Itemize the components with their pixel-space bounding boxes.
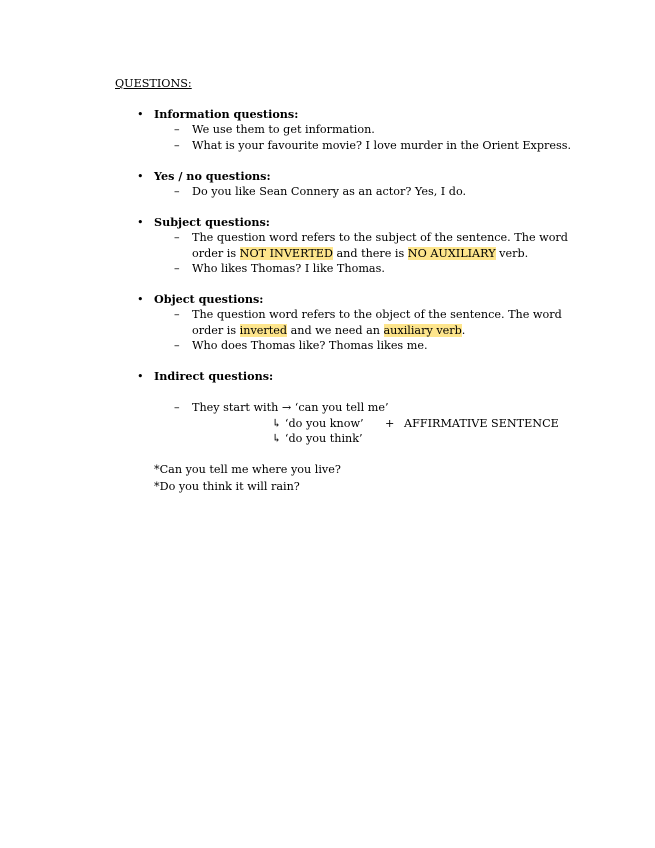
item-list <box>174 307 574 354</box>
section-heading: Object questions: <box>154 292 264 306</box>
list-item <box>174 138 574 154</box>
section-heading: Information questions: <box>154 107 299 121</box>
dash-marker: – <box>174 339 180 352</box>
plus-sign: + <box>385 417 395 430</box>
item-text: and there is <box>332 246 408 260</box>
dash-marker: – <box>174 308 180 321</box>
list-item <box>174 122 574 138</box>
dash-marker: – <box>174 185 180 198</box>
dash-marker: – <box>174 262 180 275</box>
item-text: Who does Thomas like? Thomas likes me. <box>192 339 428 352</box>
dash-marker: – <box>174 138 180 152</box>
list-item <box>174 261 574 277</box>
highlight-no-auxiliary: NO AUXILIARY <box>407 246 496 260</box>
affirmative-sentence-label: AFFIRMATIVE SENTENCE <box>404 417 559 430</box>
dash-marker: – <box>174 401 180 414</box>
indirect-sub-do-you-think: ↳ ‘do you think’ <box>272 432 363 445</box>
indirect-sub-do-you-know: ↳ ‘do you know’ <box>272 417 364 430</box>
item-text: The question word refers to the subject of the sentence. The word order is <box>192 231 568 260</box>
bullet-marker: • <box>137 293 144 306</box>
item-list <box>174 230 574 277</box>
section-heading: Subject questions: <box>154 215 270 229</box>
item-text: . <box>461 323 466 337</box>
item-text: Who likes Thomas? I like Thomas. <box>192 262 385 275</box>
example-sentence: *Do you think it will rain? <box>154 480 300 493</box>
highlight-inverted: inverted <box>239 323 288 337</box>
section-heading: Yes / no questions: <box>154 169 271 183</box>
dash-marker: – <box>174 231 180 244</box>
highlight-auxiliary-verb: auxiliary verb <box>383 323 462 337</box>
page-title: QUESTIONS: <box>115 77 192 90</box>
bullet-marker: • <box>137 370 144 383</box>
example-sentence: *Can you tell me where you live? <box>154 463 341 476</box>
list-item <box>174 307 574 338</box>
list-item <box>174 338 574 354</box>
item-text: Do you like Sean Connery as an actor? Yes, I do. <box>192 185 467 198</box>
list-item <box>174 184 574 200</box>
section-heading: Indirect questions: <box>154 369 274 383</box>
item-list <box>174 184 574 200</box>
item-text: We use them to get information. <box>192 123 375 136</box>
bullet-marker: • <box>137 108 144 121</box>
list-item <box>174 230 574 261</box>
item-list <box>174 122 574 153</box>
item-text: What is your favourite movie? I love murder in the Orient Express. <box>192 138 572 152</box>
item-text: verb. <box>495 246 529 260</box>
item-text: The question word refers to the object of the sentence. The word order is <box>192 308 562 337</box>
dash-marker: – <box>174 123 180 136</box>
item-text: and we need an <box>287 323 384 337</box>
bullet-marker: • <box>137 170 144 183</box>
highlight-not-inverted: NOT INVERTED <box>239 246 333 260</box>
indirect-lead-text: They start with → ‘can you tell me’ <box>192 401 389 414</box>
bullet-marker: • <box>137 216 144 229</box>
